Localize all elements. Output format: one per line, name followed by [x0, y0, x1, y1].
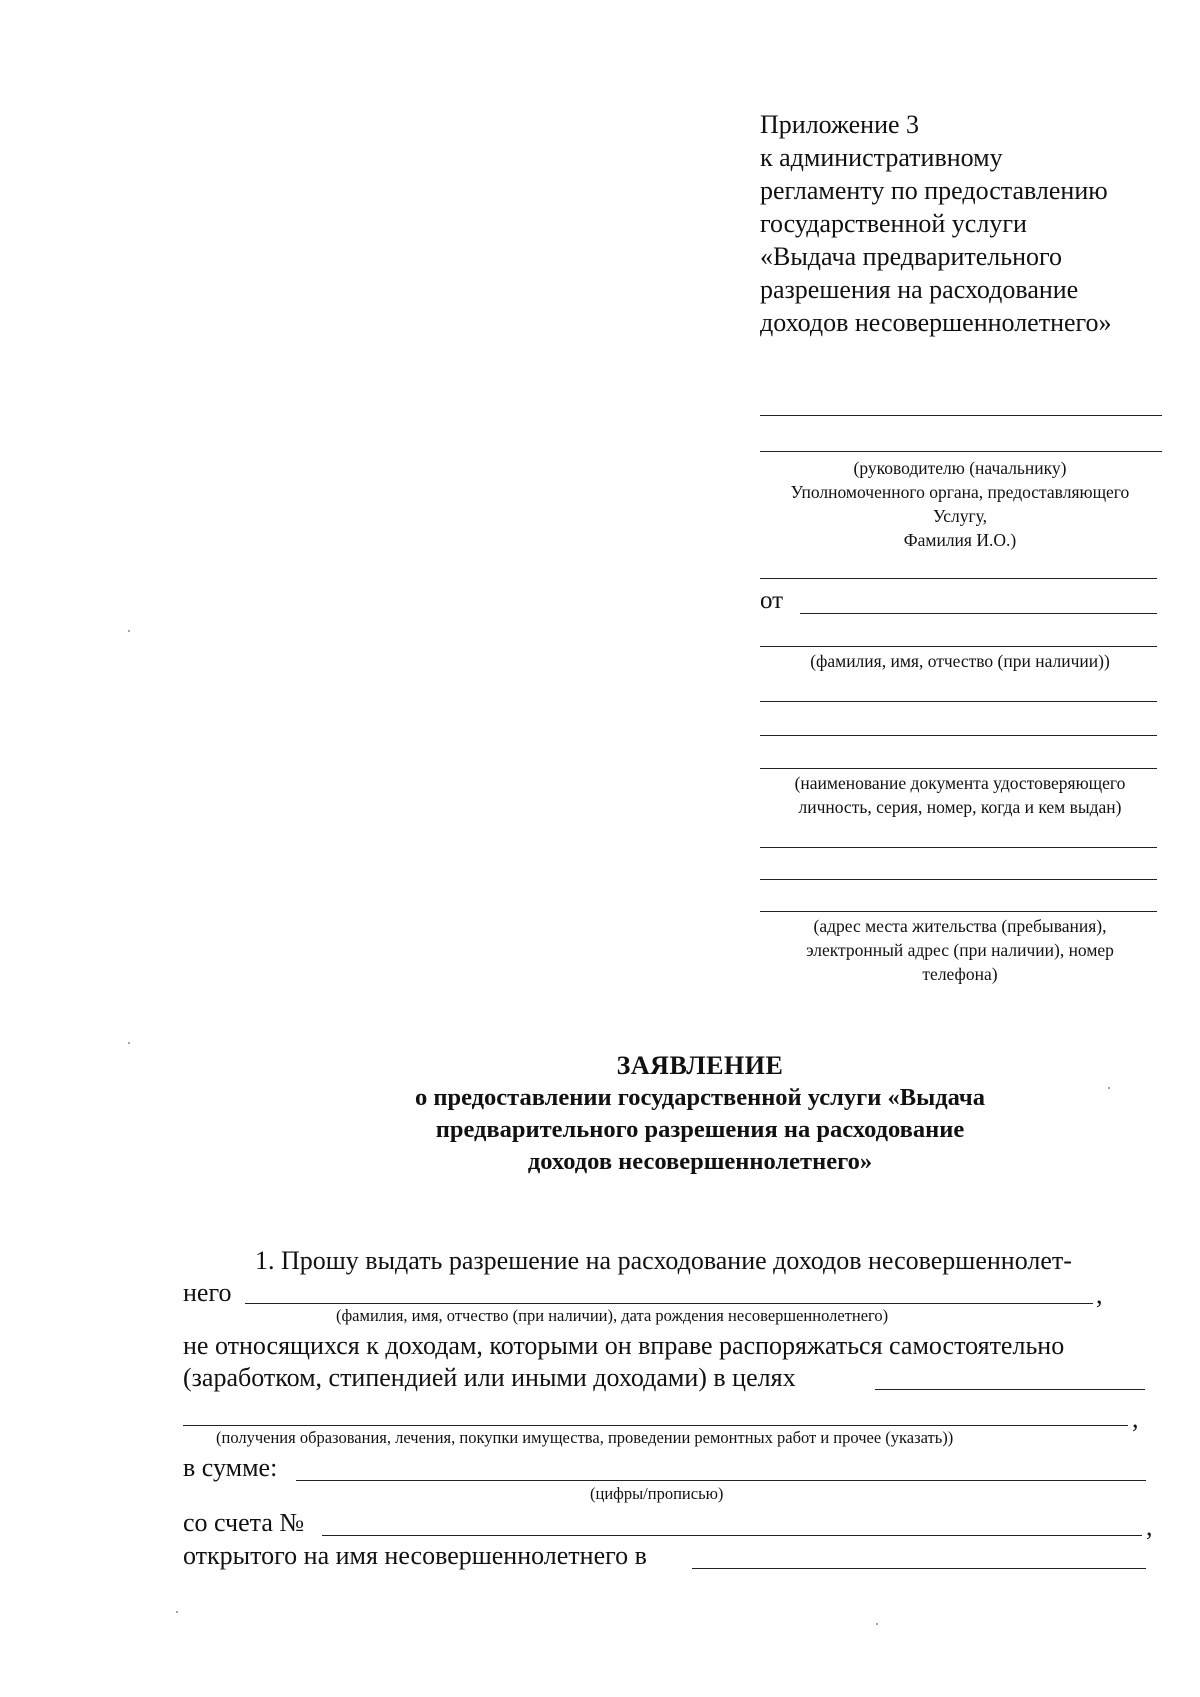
appendix-line: доходов несовершеннолетнего» — [760, 308, 1112, 337]
comma: , — [1096, 1280, 1103, 1309]
scan-speck — [1108, 1087, 1110, 1089]
appendix-line: регламенту по предоставлению — [760, 176, 1108, 205]
scan-speck — [128, 630, 130, 632]
sum-line[interactable] — [296, 1480, 1146, 1481]
appendix-line: разрешения на расходование — [760, 275, 1079, 304]
from-name-line[interactable] — [800, 613, 1157, 614]
from-label: от — [760, 587, 784, 614]
document-title — [250, 1050, 1150, 1178]
comma: , — [1132, 1404, 1139, 1433]
purpose-line[interactable] — [875, 1389, 1145, 1390]
sum-label: в сумме: — [183, 1453, 278, 1482]
minor-caption: (фамилия, имя, отчество (при наличии), дата рождения несовершеннолетнего) — [336, 1306, 889, 1325]
id-document-caption — [755, 771, 1165, 819]
fio-caption: (фамилия, имя, отчество (при наличии)) — [810, 651, 1110, 671]
title-main: ЗАЯВЛЕНИЕ — [616, 1051, 784, 1080]
sum-caption: (цифры/прописью) — [590, 1484, 724, 1503]
address-line-1[interactable] — [760, 847, 1157, 848]
purpose-line-2[interactable] — [183, 1425, 1128, 1426]
purpose-caption: (получения образования, лечения, покупки имущества, проведении ремонтных работ и прочее (указать)) — [216, 1428, 954, 1447]
comma: , — [1146, 1512, 1153, 1541]
opened-label: открытого на имя несовершеннолетнего в — [183, 1541, 647, 1570]
paragraph-1-line-1: 1. Прошу выдать разрешение на расходование доходов несовершеннолет- — [255, 1246, 1072, 1275]
caption-line: (руководителю (начальнику) — [853, 458, 1067, 478]
title-line: предварительного разрешения на расходование — [435, 1116, 965, 1143]
paragraph-1-line-3: не относящихся к доходам, которыми он вправе распоряжаться самостоятельно — [183, 1331, 1065, 1360]
appendix-header — [760, 108, 1180, 339]
id-document-line-3[interactable] — [760, 768, 1157, 769]
title-line: доходов несовершеннолетнего» — [527, 1148, 873, 1175]
addressee-blank-line-2[interactable] — [760, 451, 1162, 452]
addressee-blank-line-1[interactable] — [760, 415, 1162, 416]
id-document-line-2[interactable] — [760, 735, 1157, 736]
address-line-2[interactable] — [760, 879, 1157, 880]
addressee-blank-line-3[interactable] — [760, 578, 1157, 579]
caption-line: личность, серия, номер, когда и кем выдан) — [798, 797, 1122, 817]
appendix-line: к административному — [760, 143, 1003, 172]
paragraph-1-line-2-prefix: него — [183, 1278, 232, 1307]
from-name-line-2[interactable] — [760, 646, 1157, 647]
addressee-caption — [755, 456, 1165, 552]
appendix-line: государственной услуги — [760, 209, 1027, 238]
scan-speck — [128, 1042, 130, 1044]
caption-line: (адрес места жительства (пребывания), — [813, 916, 1107, 936]
caption-line: Уполномоченного органа, предоставляющего — [790, 482, 1130, 502]
account-label: со счета № — [183, 1508, 305, 1537]
title-line: о предоставлении государственной услуги «Выдача — [415, 1084, 985, 1111]
caption-line: (наименование документа удостоверяющего — [794, 773, 1126, 793]
caption-line: Фамилия И.О.) — [903, 530, 1017, 550]
account-number-line[interactable] — [322, 1535, 1142, 1536]
bank-line[interactable] — [692, 1568, 1146, 1569]
caption-line: электронный адрес (при наличии), номер — [806, 940, 1114, 960]
minor-name-line[interactable] — [245, 1303, 1093, 1304]
address-line-3[interactable] — [760, 911, 1157, 912]
appendix-line: Приложение 3 — [760, 110, 920, 139]
scan-speck — [876, 1623, 878, 1625]
id-document-line-1[interactable] — [760, 701, 1157, 702]
paragraph-1-line-4: (заработком, стипендией или иными доходами) в целях — [183, 1363, 796, 1392]
address-caption — [755, 914, 1165, 986]
caption-line: Услугу, — [932, 506, 988, 526]
scan-speck — [176, 1611, 178, 1613]
caption-line: телефона) — [922, 964, 998, 984]
appendix-line: «Выдача предварительного — [760, 242, 1063, 271]
